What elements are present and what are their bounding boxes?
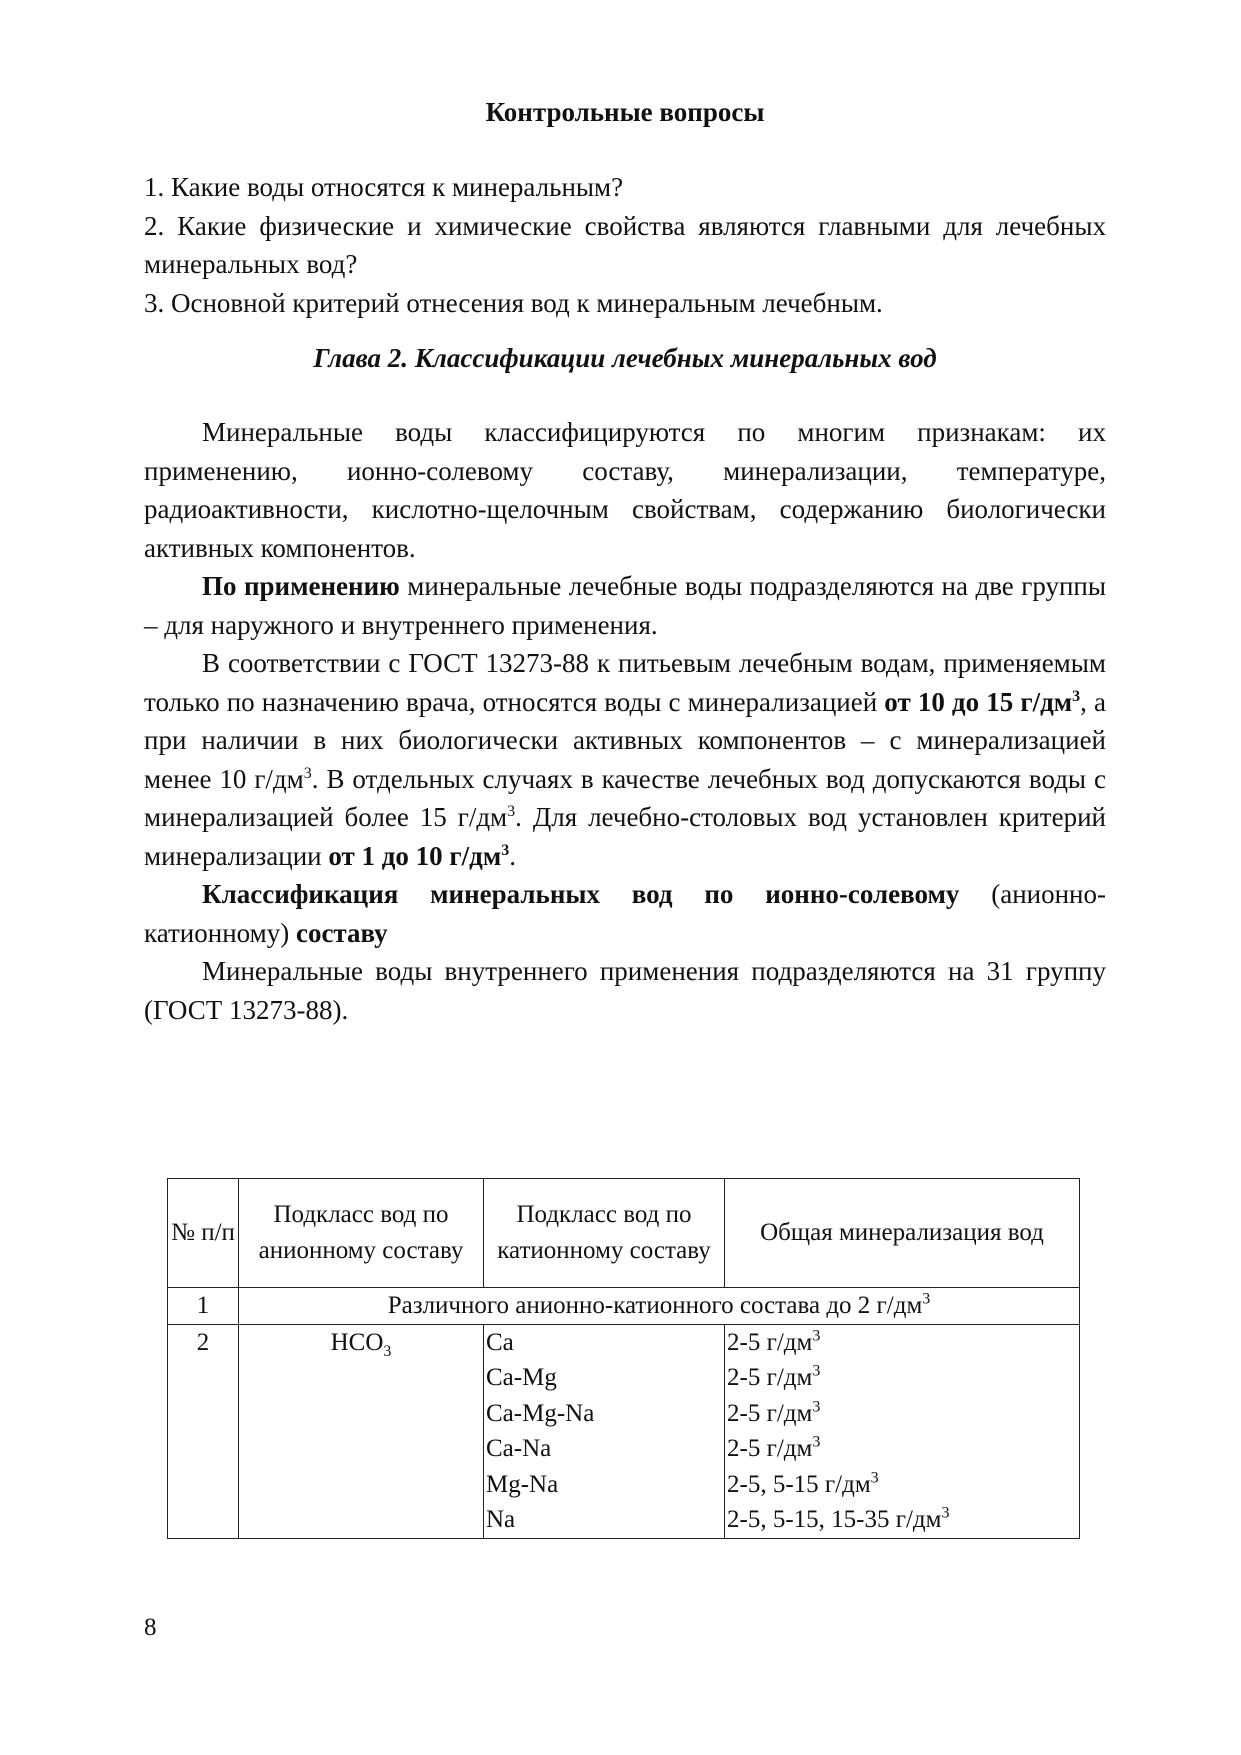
control-questions-title: Контрольные вопросы — [485, 97, 765, 127]
superscript-3: 3 — [303, 764, 312, 782]
mineral-value: 2-5 г/дм — [727, 1435, 813, 1462]
gost-text-1: В соответствии с ГОСТ 13273-88 к питьевым лечебным водам, применяемым только по назначению врача, относятся воды с минерализацией — [144, 648, 1106, 717]
row2-anion — [239, 1324, 484, 1538]
mineral-water-table — [167, 1178, 1080, 1539]
superscript-3: 3 — [1072, 687, 1081, 705]
cation-item: Ca-Na — [486, 1435, 552, 1462]
question-1: 1. Какие воды относятся к минеральным? — [144, 172, 624, 202]
question-3: 3. Основной критерий отнесения вод к минеральным лечебным. — [144, 287, 883, 318]
superscript-3: 3 — [812, 1433, 821, 1451]
superscript-3: 3 — [870, 1469, 879, 1487]
mineral-value: 2-5, 5-15 г/дм — [727, 1470, 871, 1498]
chapter-title: Глава 2. Классификации лечебных минеральных вод — [313, 343, 937, 373]
cation-item: Ca-Mg-Na — [486, 1399, 595, 1427]
header-num: № п/п — [168, 1179, 239, 1288]
bold-10-15 — [884, 687, 1080, 717]
anion-formula: HCO — [330, 1328, 384, 1356]
row2-num: 2 — [168, 1324, 239, 1538]
mineral-item — [727, 1396, 1077, 1432]
superscript-3: 3 — [922, 1290, 931, 1308]
mineral-item — [727, 1325, 1077, 1361]
mineral-value: 2-5, 5-15, 15-35 г/дм — [727, 1506, 942, 1533]
header-mineral: Общая минерализация вод — [725, 1179, 1080, 1288]
mineral-value: 2-5 г/дм — [727, 1399, 813, 1427]
table-row — [168, 1288, 1080, 1325]
mineral-item — [727, 1467, 1077, 1503]
gost-text-5: . — [509, 840, 516, 871]
bold-1-10 — [328, 841, 509, 871]
superscript-3: 3 — [501, 841, 510, 859]
control-questions-list — [144, 168, 1106, 322]
table-row — [168, 1324, 1080, 1538]
subscript-3: 3 — [383, 1342, 392, 1360]
superscript-3: 3 — [812, 1327, 821, 1345]
question-2: 2. Какие физические и химические свойства являются главными для лечебных минеральных вод? — [144, 210, 1106, 279]
mineral-item — [727, 1360, 1077, 1396]
bold-composition: составу — [295, 917, 388, 948]
gost-text-4: . Для лечебно-столовых вод установлен критерий минерализации — [144, 802, 1106, 871]
cation-item: Ca — [486, 1328, 514, 1356]
paragraph-gost — [144, 644, 1106, 875]
chapter-body — [144, 413, 1106, 1029]
cation-item: Na — [486, 1506, 516, 1533]
superscript-3: 3 — [941, 1504, 950, 1522]
row1-text: Различного анионно-катионного состава до 2 г/дм — [387, 1292, 923, 1319]
mineral-item — [727, 1431, 1077, 1467]
superscript-3: 3 — [507, 803, 516, 820]
cation-item: Mg-Na — [486, 1470, 559, 1498]
mineral-value: 2-5 г/дм — [727, 1364, 813, 1391]
bold-10-15-text: от 10 до 15 г/дм — [884, 686, 1073, 717]
superscript-3: 3 — [812, 1398, 821, 1416]
mineral-item — [727, 1502, 1077, 1538]
header-anion: Подкласс вод по анионному составу — [239, 1179, 484, 1288]
row2-minerals — [725, 1324, 1080, 1538]
cation-item: Ca-Mg — [486, 1364, 557, 1391]
mineral-value: 2-5 г/дм — [727, 1328, 813, 1356]
paragraph-classification: Минеральные воды классифицируются по многим признакам: их применению, ионно-солевому составу, минерализации, температуре, радиоактивности, кислотно-щелочным свойствам, содержанию биологически активных компонентов. — [144, 417, 1106, 563]
gost-text-2: , а при наличии в них биологически активных компонентов – с минерализацией менее 10 г/дм — [144, 686, 1106, 794]
table-header-row — [168, 1179, 1080, 1288]
bold-1-10-text: от 1 до 10 г/дм — [328, 840, 502, 871]
paragraph-application — [144, 567, 1106, 644]
superscript-3: 3 — [812, 1362, 821, 1380]
row2-cations — [484, 1324, 725, 1538]
header-cation: Подкласс вод по катионному составу — [484, 1179, 725, 1288]
bold-by-application: По применению — [202, 571, 400, 601]
ion-classification-text: (анионно-катионному) — [144, 879, 1106, 948]
application-text: минеральные лечебные воды подразделяются на две группы – для наружного и внутреннего применения. — [144, 571, 1107, 640]
row1-num: 1 — [168, 1288, 239, 1325]
row1-text-cell — [239, 1288, 1080, 1325]
paragraph-internal-groups: Минеральные воды внутреннего применения подразделяются на 31 группу (ГОСТ 13273-88). — [144, 956, 1106, 1025]
paragraph-ion-classification — [144, 875, 1106, 952]
page-number: 8 — [144, 1614, 157, 1641]
gost-text-3: . В отдельных случаях в качестве лечебных вод допускаются воды с минерализацией более 15 г/дм — [144, 763, 1106, 832]
bold-ion-classification: Классификация минеральных вод по ионно-солевому — [202, 879, 960, 909]
